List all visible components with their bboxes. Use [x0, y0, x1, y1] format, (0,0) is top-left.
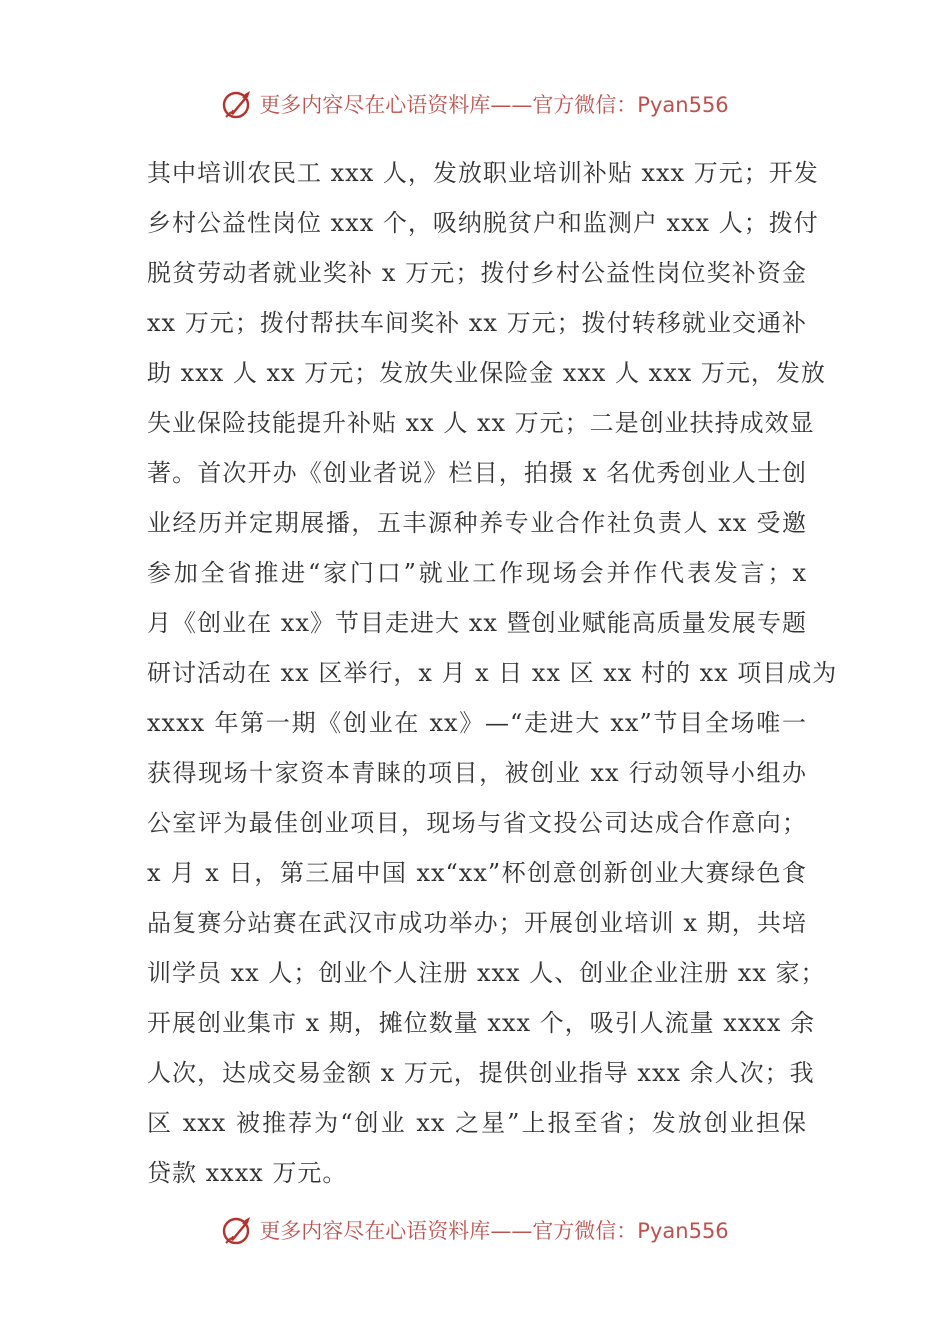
text-line: 失业保险技能提升补贴 xx 人 xx 万元；二是创业扶持成效显	[147, 409, 815, 437]
text-line: 业经历并定期展播，五丰源种养专业合作社负责人 xx 受邀	[147, 509, 807, 537]
wechat-text: 官方微信：Pyan556	[532, 1219, 729, 1243]
text-line: 著。首次开办《创业者说》栏目，拍摄 x 名优秀创业人士创	[147, 459, 807, 487]
pen-nib-circle-icon	[221, 87, 255, 121]
text-line: 训学员 xx 人；创业个人注册 xxx 人、创业企业注册 xx 家；	[147, 959, 826, 987]
pen-nib-circle-icon	[221, 1213, 255, 1247]
text-line: 贷款 xxxx 万元。	[147, 1159, 348, 1187]
text-line: 助 xxx 人 xx 万元；发放失业保险金 xxx 人 xxx 万元，发放	[147, 359, 826, 387]
text-line: 公室评为最佳创业项目，现场与省文投公司达成合作意向；	[147, 809, 807, 837]
text-line: 获得现场十家资本青睐的项目，被创业 xx 行动领导小组办	[147, 759, 807, 787]
text-line: 开展创业集市 x 期，摊位数量 xxx 个，吸引人流量 xxxx 余	[147, 1009, 816, 1037]
banner-text	[259, 1215, 728, 1245]
banner-dash: ——	[490, 1219, 533, 1243]
text-line: x 月 x 日，第三届中国 xx“xx”杯创意创新创业大赛绿色食	[147, 859, 807, 887]
text-line: 品复赛分站赛在武汉市成功举办；开展创业培训 x 期，共培	[147, 909, 807, 937]
text-line: 人次，达成交易金额 x 万元，提供创业指导 xxx 余人次；我	[147, 1059, 815, 1087]
banner-dash: ——	[490, 93, 533, 117]
text-line: 参加全省推进“家门口”就业工作现场会并作代表发言；x	[147, 559, 807, 587]
text-line: xxxx 年第一期《创业在 xx》—“走进大 xx”节目全场唯一	[147, 709, 807, 737]
library-text: 更多内容尽在心语资料库	[259, 1219, 491, 1243]
footer-banner	[0, 1210, 950, 1250]
text-line: xx 万元；拨付帮扶车间奖补 xx 万元；拨付转移就业交通补	[147, 309, 807, 337]
header-banner	[0, 84, 950, 124]
text-line: 乡村公益性岗位 xxx 个，吸纳脱贫户和监测户 xxx 人；拨付	[147, 209, 819, 237]
text-line: 区 xxx 被推荐为“创业 xx 之星”上报至省；发放创业担保	[147, 1109, 807, 1137]
text-line: 脱贫劳动者就业奖补 x 万元；拨付乡村公益性岗位奖补资金	[147, 259, 807, 287]
banner-text	[259, 89, 728, 119]
text-line: 其中培训农民工 xxx 人，发放职业培训补贴 xxx 万元；开发	[147, 159, 819, 187]
text-line: 月《创业在 xx》节目走进大 xx 暨创业赋能高质量发展专题	[147, 609, 807, 637]
library-text: 更多内容尽在心语资料库	[259, 93, 491, 117]
document-body	[147, 148, 838, 1198]
wechat-text: 官方微信：Pyan556	[532, 93, 729, 117]
text-line: 研讨活动在 xx 区举行，x 月 x 日 xx 区 xx 村的 xx 项目成为	[147, 659, 838, 687]
